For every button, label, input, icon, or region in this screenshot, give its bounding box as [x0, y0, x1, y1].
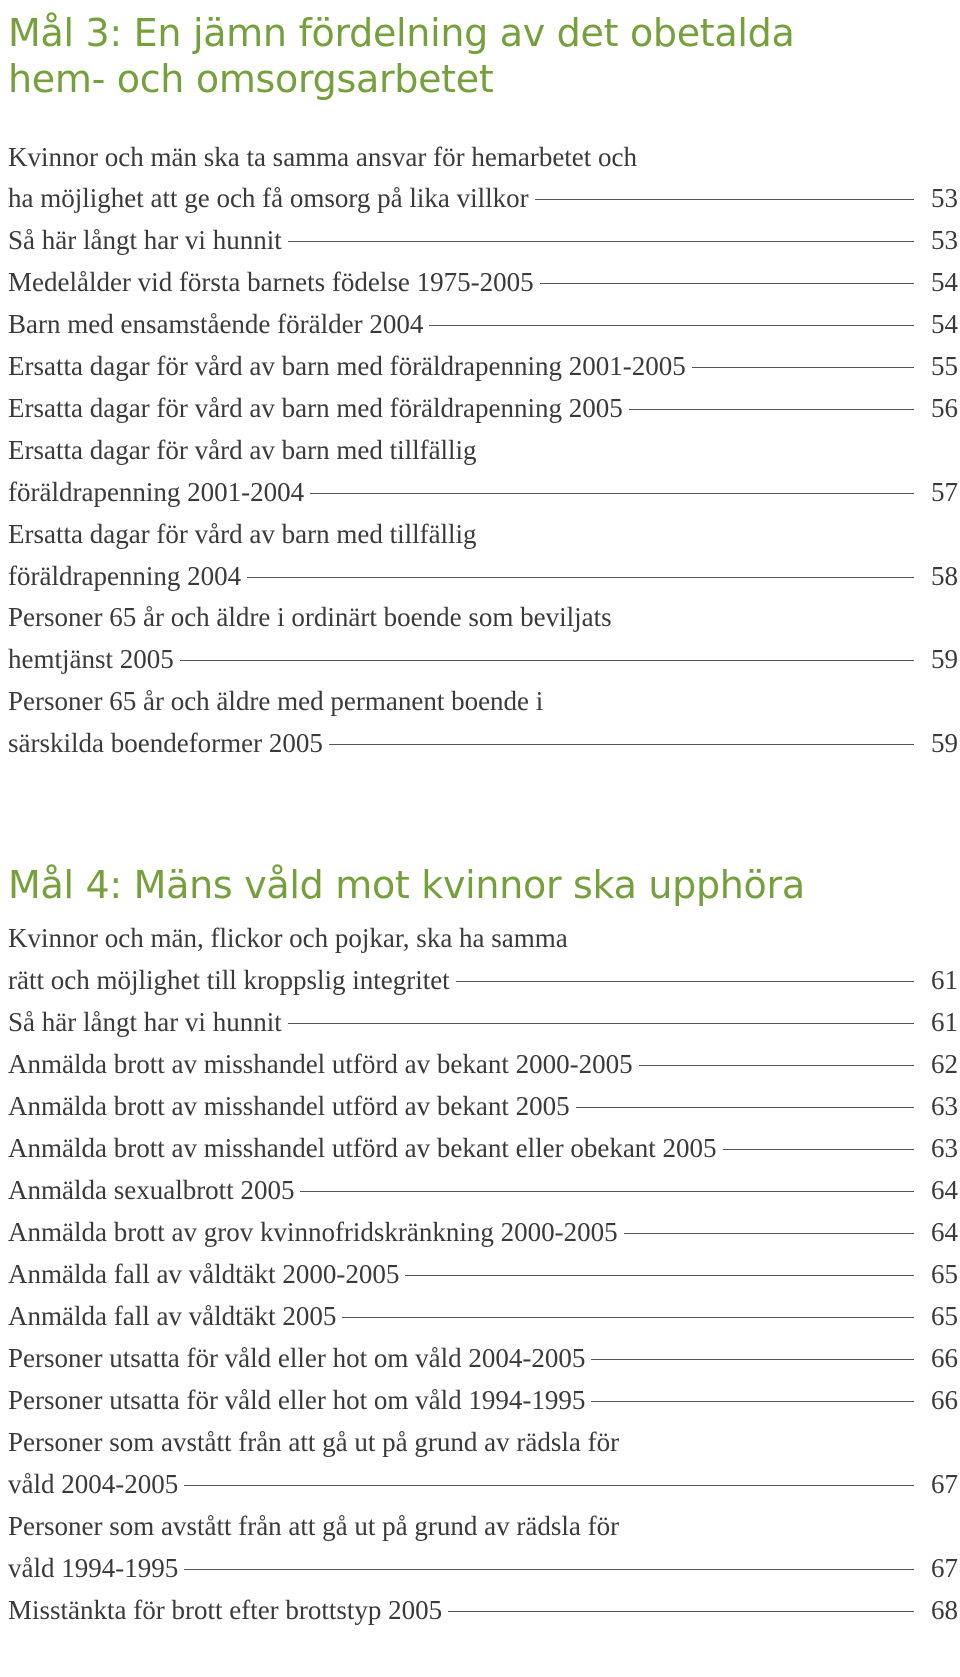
- dot-leader: [591, 1401, 914, 1402]
- toc-entry-label: hemtjänst 2005: [8, 644, 174, 674]
- toc-entry-link[interactable]: [8, 723, 958, 763]
- page-number: 64: [931, 1217, 958, 1247]
- page-number: 66: [931, 1385, 958, 1415]
- page-number: 56: [931, 393, 958, 423]
- page-number: 64: [931, 1175, 958, 1205]
- dot-leader: [448, 1611, 914, 1612]
- toc-entry-link[interactable]: [8, 1128, 958, 1168]
- dot-leader: [288, 1023, 914, 1024]
- toc-entry-label: Misstänkta för brott efter brottstyp 2005: [8, 1595, 443, 1625]
- toc-entry-link[interactable]: [8, 220, 958, 260]
- toc-entry-line: [8, 681, 958, 721]
- toc-entry-line: [8, 1422, 958, 1462]
- heading-line: Mål 4: Mäns våld mot kvinnor ska upphöra: [8, 863, 805, 907]
- page-number: 68: [931, 1595, 958, 1625]
- page-number: 53: [931, 225, 958, 255]
- toc-entry-line: [8, 597, 958, 637]
- dot-leader: [405, 1275, 914, 1276]
- toc-entry-label: Personer 65 år och äldre med permanent boende i: [8, 686, 544, 716]
- toc-entry-link[interactable]: [8, 1212, 958, 1252]
- toc-entry-label: Ersatta dagar för vård av barn med föräldrapenning 2001-2005: [8, 351, 686, 381]
- toc-entry-label: Anmälda brott av misshandel utförd av bekant 2005: [8, 1091, 570, 1121]
- toc-entry-label: Anmälda brott av misshandel utförd av bekant 2000-2005: [8, 1049, 633, 1079]
- toc-entry-label: Barn med ensamstående förälder 2004: [8, 309, 424, 339]
- page-number: 54: [931, 267, 958, 297]
- toc-entry-link[interactable]: [8, 1380, 958, 1420]
- toc-entry-link[interactable]: [8, 1590, 958, 1630]
- page-number: 58: [931, 561, 958, 591]
- dot-leader: [247, 577, 914, 578]
- toc-entry-line: [8, 1506, 958, 1546]
- page-number: 63: [931, 1091, 958, 1121]
- dot-leader: [342, 1317, 914, 1318]
- toc-entry-label: Så här långt har vi hunnit: [8, 1007, 282, 1037]
- toc-entry-label: Så här långt har vi hunnit: [8, 225, 282, 255]
- section-heading-goal-4: [8, 862, 805, 908]
- page-number: 57: [931, 477, 958, 507]
- toc-entry-link[interactable]: [8, 262, 958, 302]
- page-number: 53: [931, 183, 958, 213]
- page-number: 66: [931, 1343, 958, 1373]
- dot-leader: [288, 241, 914, 242]
- toc-entry-label: Kvinnor och män, flickor och pojkar, ska ha samma: [8, 923, 568, 953]
- dot-leader: [535, 199, 914, 200]
- page-number: 59: [931, 728, 958, 758]
- dot-leader: [184, 1485, 914, 1486]
- page-number: 61: [931, 965, 958, 995]
- toc-entry-link[interactable]: [8, 388, 958, 428]
- toc-entry-link[interactable]: [8, 556, 958, 596]
- dot-leader: [300, 1191, 914, 1192]
- toc-entry-label: våld 1994-1995: [8, 1553, 179, 1583]
- toc-entry-label: Anmälda fall av våldtäkt 2000-2005: [8, 1259, 400, 1289]
- toc-entry-label: rätt och möjlighet till kroppslig integritet: [8, 965, 450, 995]
- toc-entry-link[interactable]: [8, 1044, 958, 1084]
- dot-leader: [576, 1107, 914, 1108]
- dot-leader: [624, 1233, 914, 1234]
- toc-entry-link[interactable]: [8, 1002, 958, 1042]
- toc-entry-label: särskilda boendeformer 2005: [8, 728, 323, 758]
- toc-entry-label: föräldrapenning 2004: [8, 561, 242, 591]
- toc-entry-label: Medelålder vid första barnets födelse 1975-2005: [8, 267, 534, 297]
- toc-entry-link[interactable]: [8, 960, 958, 1000]
- toc-entry-label: ha möjlighet att ge och få omsorg på lika villkor: [8, 183, 529, 213]
- page-number: 59: [931, 644, 958, 674]
- toc-entry-label: Personer 65 år och äldre i ordinärt boende som beviljats: [8, 602, 612, 632]
- dot-leader: [184, 1569, 914, 1570]
- page-number: 67: [931, 1553, 958, 1583]
- page-number: 65: [931, 1259, 958, 1289]
- section-heading-goal-3: [8, 10, 794, 102]
- page-number: 62: [931, 1049, 958, 1079]
- toc-entry-label: Anmälda brott av grov kvinnofridskränkning 2000-2005: [8, 1217, 618, 1247]
- dot-leader: [180, 660, 914, 661]
- page-number: 63: [931, 1133, 958, 1163]
- toc-entry-label: Personer som avstått från att gå ut på grund av rädsla för: [8, 1511, 620, 1541]
- toc-entry-label: Ersatta dagar för vård av barn med tillfällig: [8, 435, 477, 465]
- toc-entry-label: Ersatta dagar för vård av barn med tillfällig: [8, 519, 477, 549]
- toc-entry-link[interactable]: [8, 1464, 958, 1504]
- toc-entry-line: [8, 918, 958, 958]
- dot-leader: [639, 1065, 914, 1066]
- toc-entry-label: Personer utsatta för våld eller hot om våld 1994-1995: [8, 1385, 586, 1415]
- page-number: 65: [931, 1301, 958, 1331]
- page-number: 67: [931, 1469, 958, 1499]
- dot-leader: [591, 1359, 914, 1360]
- toc-entry-link[interactable]: [8, 178, 958, 218]
- toc-entry-label: föräldrapenning 2001-2004: [8, 477, 305, 507]
- toc-entry-link[interactable]: [8, 1338, 958, 1378]
- dot-leader: [456, 981, 914, 982]
- dot-leader: [310, 493, 914, 494]
- toc-entry-link[interactable]: [8, 1086, 958, 1126]
- toc-entry-link[interactable]: [8, 304, 958, 344]
- toc-entry-line: [8, 137, 958, 177]
- toc-entry-link[interactable]: [8, 1548, 958, 1588]
- toc-entry-label: Personer utsatta för våld eller hot om våld 2004-2005: [8, 1343, 586, 1373]
- toc-entry-label: våld 2004-2005: [8, 1469, 179, 1499]
- dot-leader: [329, 744, 914, 745]
- dot-leader: [540, 283, 914, 284]
- toc-entry-link[interactable]: [8, 1296, 958, 1336]
- toc-entry-label: Ersatta dagar för vård av barn med föräldrapenning 2005: [8, 393, 623, 423]
- toc-entry-link[interactable]: [8, 1170, 958, 1210]
- page-number: 55: [931, 351, 958, 381]
- heading-line: Mål 3: En jämn fördelning av det obetalda: [8, 11, 795, 55]
- toc-entry-link[interactable]: [8, 1254, 958, 1294]
- toc-entry-line: [8, 514, 958, 554]
- dot-leader: [629, 409, 914, 410]
- page-number: 54: [931, 309, 958, 339]
- toc-entry-label: Anmälda fall av våldtäkt 2005: [8, 1301, 337, 1331]
- heading-line: hem- och omsorgsarbetet: [8, 57, 494, 101]
- toc-entry-link[interactable]: [8, 472, 958, 512]
- toc-entry-label: Kvinnor och män ska ta samma ansvar för hemarbetet och: [8, 142, 638, 172]
- toc-entry-link[interactable]: [8, 639, 958, 679]
- toc-entry-link[interactable]: [8, 346, 958, 386]
- dot-leader: [692, 367, 914, 368]
- dot-leader: [723, 1149, 914, 1150]
- page-number: 61: [931, 1007, 958, 1037]
- dot-leader: [429, 325, 914, 326]
- toc-entry-label: Anmälda sexualbrott 2005: [8, 1175, 295, 1205]
- toc-entry-label: Personer som avstått från att gå ut på grund av rädsla för: [8, 1427, 620, 1457]
- toc-entry-line: [8, 430, 958, 470]
- toc-entry-label: Anmälda brott av misshandel utförd av bekant eller obekant 2005: [8, 1133, 717, 1163]
